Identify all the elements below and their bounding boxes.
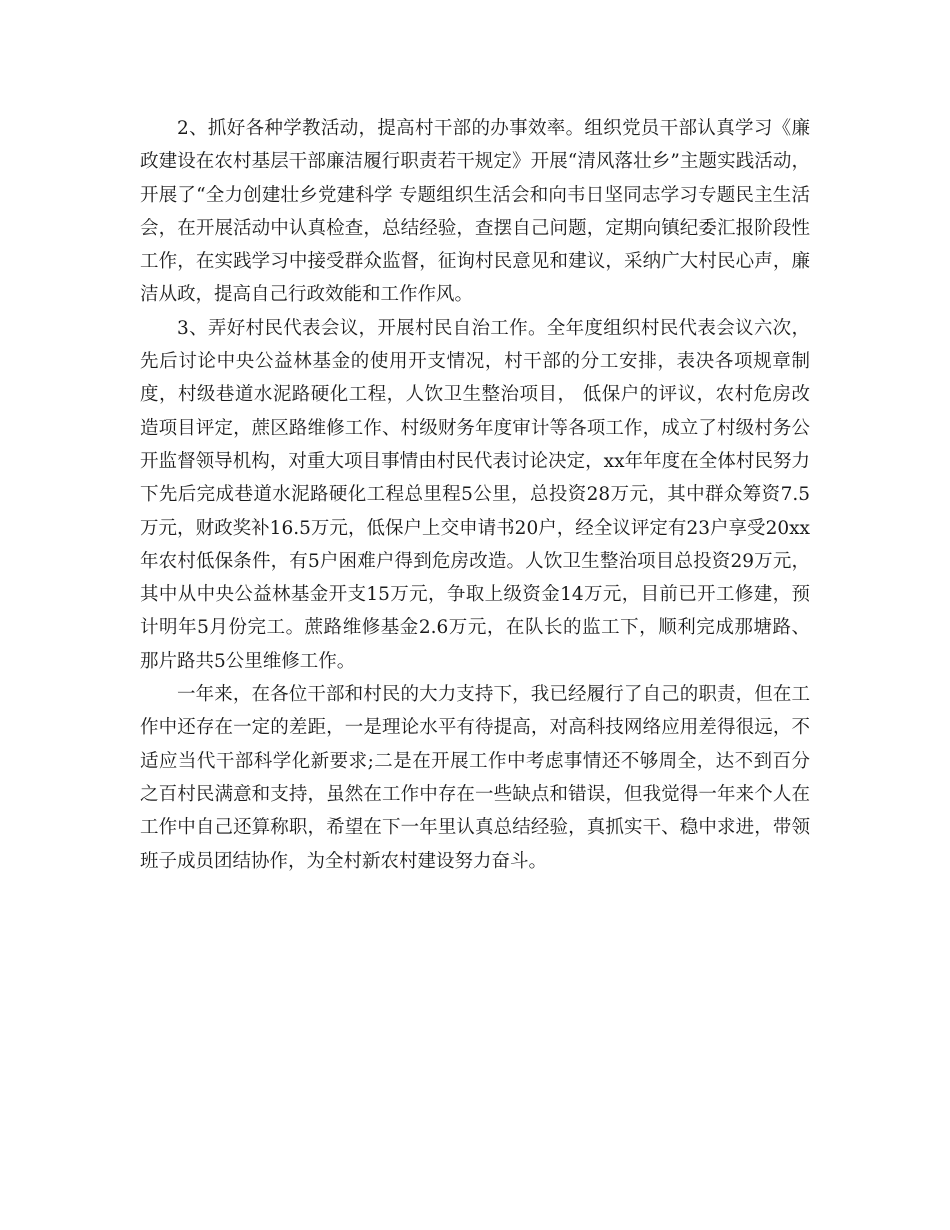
paragraph-item-3: 3、弄好村民代表会议，开展村民自治工作。全年度组织村民代表会议六次，先后讨论中央公益林基金的使用开支情况，村干部的分工安排，表决各项规章制度，村级巷道水泥路硬化工程，人饮卫生整治项目， 低保户的评议，农村危房改造项目评定，蔗区路维修工作、村级财务年度审计等各项工作，成立了村级村务公开监督领导机构，对重大项目事情由村民代表讨论决定，xx年年度在全体村民努力下先后完成巷道水泥路硬化工程总里程5公里，总投资28万元，其中群众筹资7.5万元，财政奖补16.5万元，低保户上交申请书20户，经全议评定有23户享受20xx年农村低保条件，有5户困难户得到危房改造。人饮卫生整治项目总投资29万元，其中从中央公益林基金开支15万元，争取上级资金14万元，目前已开工修建，预计明年5月份完工。蔗路维修基金2.6万元，在队长的监工下，顺利完成那塘路、那片路共5公里维修工作。 xyxy=(140,317,810,672)
document-body xyxy=(140,112,810,878)
paragraph-summary: 一年来，在各位干部和村民的大力支持下，我已经履行了自己的职责，但在工作中还存在一定的差距，一是理论水平有待提高，对高科技网络应用差得很远，不适应当代干部科学化新要求;二是在开展工作中考虑事情还不够周全，达不到百分之百村民满意和支持，虽然在工作中存在一些缺点和错误，但我觉得一年来个人在工作中自己还算称职，希望在下一年里认真总结经验，真抓实干、稳中求进，带领班子成员团结协作，为全村新农村建设努力奋斗。 xyxy=(140,684,810,872)
paragraph-item-2: 2、抓好各种学教活动，提高村干部的办事效率。组织党员干部认真学习《廉政建设在农村基层干部廉洁履行职责若干规定》开展“清风落壮乡”主题实践活动，开展了“全力创建壮乡党建科学 专题组织生活会和向韦日坚同志学习专题民主生活会，在开展活动中认真检查，总结经验，查摆自己问题，定期向镇纪委汇报阶段性工作，在实践学习中接受群众监督，征询村民意见和建议，采纳广大村民心声，廉洁从政，提高自己行政效能和工作作风。 xyxy=(140,118,810,306)
